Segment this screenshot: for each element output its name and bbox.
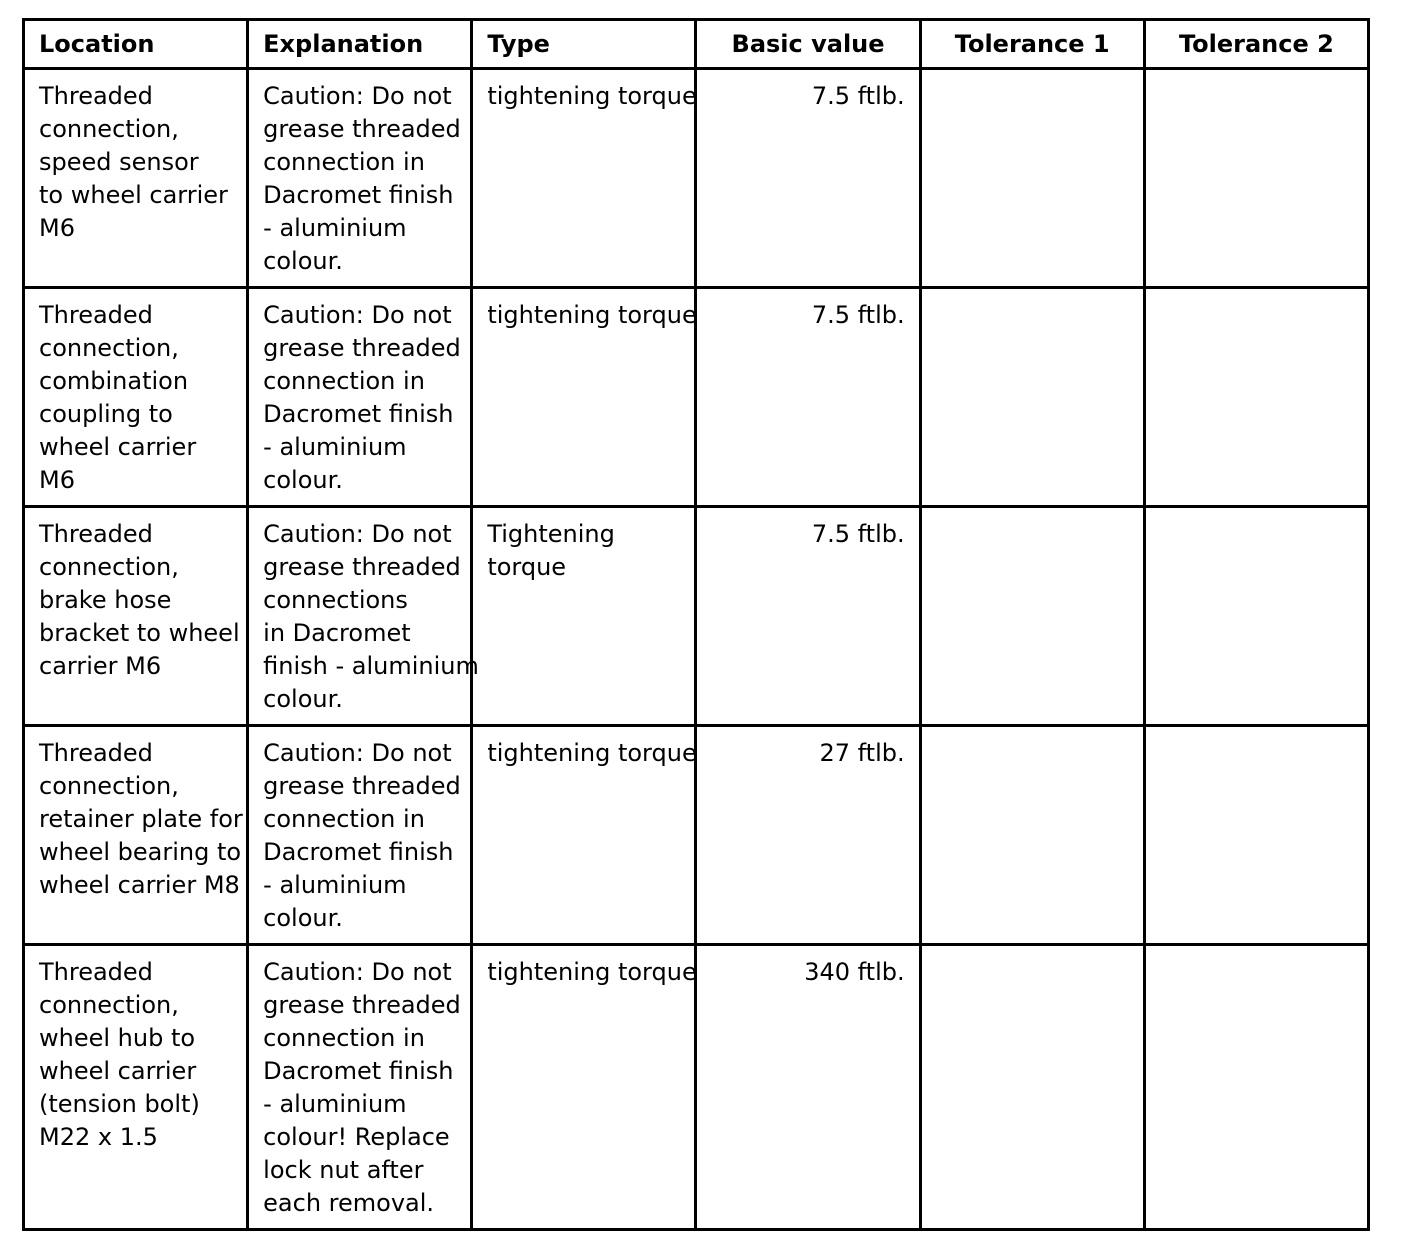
type-line: tightening torque <box>487 739 697 767</box>
explanation-line: colour! Replace <box>263 1123 450 1151</box>
tolerance-1-cell <box>920 288 1144 507</box>
explanation-line: Dacromet finish <box>263 1057 454 1085</box>
type-line: tightening torque <box>487 301 697 329</box>
explanation-line: - aluminium <box>263 871 407 899</box>
tolerance-1-cell <box>920 69 1144 288</box>
location-cell <box>24 726 248 945</box>
location-line: (tension bolt) <box>39 1090 200 1118</box>
tolerance-1-cell <box>920 945 1144 1230</box>
column-header-location: Location <box>24 20 248 69</box>
explanation-line: each removal. <box>263 1189 435 1217</box>
column-header-tolerance-2: Tolerance 2 <box>1144 20 1368 69</box>
tolerance-2-cell <box>1144 69 1368 288</box>
location-line: wheel carrier M8 <box>39 871 240 899</box>
explanation-line: finish - aluminium <box>263 652 479 680</box>
explanation-line: - aluminium <box>263 214 407 242</box>
basic-value-cell: 7.5 ftlb. <box>696 288 920 507</box>
type-line: tightening torque <box>487 82 697 110</box>
table-row <box>24 945 1369 1230</box>
type-cell <box>472 507 696 726</box>
type-cell <box>472 726 696 945</box>
explanation-line: Dacromet finish <box>263 400 454 428</box>
explanation-line: - aluminium <box>263 433 407 461</box>
location-cell <box>24 507 248 726</box>
location-line: wheel bearing to <box>39 838 242 866</box>
location-line: coupling to <box>39 400 173 428</box>
location-line: brake hose <box>39 586 172 614</box>
explanation-line: lock nut after <box>263 1156 424 1184</box>
location-line: Threaded <box>39 520 153 548</box>
location-line: Threaded <box>39 301 153 329</box>
location-line: wheel carrier <box>39 1057 197 1085</box>
location-line: speed sensor <box>39 148 199 176</box>
type-line: torque <box>487 553 567 581</box>
explanation-line: connection in <box>263 805 425 833</box>
explanation-line: colour. <box>263 904 343 932</box>
tolerance-2-cell <box>1144 288 1368 507</box>
explanation-line: connections <box>263 586 408 614</box>
explanation-cell <box>248 726 472 945</box>
type-line: Tightening <box>487 520 615 548</box>
explanation-line: Caution: Do not <box>263 520 452 548</box>
explanation-line: Dacromet finish <box>263 838 454 866</box>
location-line: M6 <box>39 214 75 242</box>
location-line: wheel hub to <box>39 1024 196 1052</box>
basic-value-cell: 27 ftlb. <box>696 726 920 945</box>
type-line: tightening torque <box>487 958 697 986</box>
explanation-line: Caution: Do not <box>263 739 452 767</box>
tolerance-2-cell <box>1144 726 1368 945</box>
location-line: connection, <box>39 334 179 362</box>
header-row <box>24 20 1369 69</box>
tolerance-2-cell <box>1144 945 1368 1230</box>
location-line: carrier M6 <box>39 652 162 680</box>
explanation-line: connection in <box>263 1024 425 1052</box>
explanation-line: connection in <box>263 148 425 176</box>
location-line: M22 x 1.5 <box>39 1123 158 1151</box>
explanation-line: Caution: Do not <box>263 958 452 986</box>
type-cell <box>472 69 696 288</box>
basic-value-cell: 340 ftlb. <box>696 945 920 1230</box>
location-line: Threaded <box>39 82 153 110</box>
explanation-line: grease threaded <box>263 991 461 1019</box>
table-row <box>24 726 1369 945</box>
explanation-cell <box>248 288 472 507</box>
torque-spec-table <box>22 18 1370 1231</box>
location-line: Threaded <box>39 958 153 986</box>
basic-value-cell: 7.5 ftlb. <box>696 69 920 288</box>
explanation-line: Caution: Do not <box>263 301 452 329</box>
explanation-line: grease threaded <box>263 772 461 800</box>
location-line: wheel carrier <box>39 433 197 461</box>
column-header-tolerance-1: Tolerance 1 <box>920 20 1144 69</box>
location-line: to wheel carrier <box>39 181 228 209</box>
explanation-line: in Dacromet <box>263 619 411 647</box>
explanation-line: grease threaded <box>263 553 461 581</box>
location-line: bracket to wheel <box>39 619 240 647</box>
table-row <box>24 288 1369 507</box>
tolerance-1-cell <box>920 726 1144 945</box>
location-line: combination <box>39 367 189 395</box>
tolerance-2-cell <box>1144 507 1368 726</box>
column-header-basic-value: Basic value <box>696 20 920 69</box>
type-cell <box>472 945 696 1230</box>
location-cell <box>24 945 248 1230</box>
tolerance-1-cell <box>920 507 1144 726</box>
explanation-line: colour. <box>263 466 343 494</box>
location-cell <box>24 69 248 288</box>
explanation-line: connection in <box>263 367 425 395</box>
explanation-line: - aluminium <box>263 1090 407 1118</box>
explanation-line: Caution: Do not <box>263 82 452 110</box>
location-line: Threaded <box>39 739 153 767</box>
location-line: retainer plate for <box>39 805 243 833</box>
explanation-line: colour. <box>263 247 343 275</box>
type-cell <box>472 288 696 507</box>
explanation-line: colour. <box>263 685 343 713</box>
explanation-cell <box>248 507 479 726</box>
location-line: M6 <box>39 466 75 494</box>
location-line: connection, <box>39 115 179 143</box>
column-header-explanation: Explanation <box>248 20 472 69</box>
table-row <box>24 507 1369 726</box>
location-line: connection, <box>39 553 179 581</box>
location-line: connection, <box>39 991 179 1019</box>
explanation-line: grease threaded <box>263 334 461 362</box>
basic-value-cell: 7.5 ftlb. <box>696 507 920 726</box>
explanation-cell <box>248 69 472 288</box>
explanation-cell <box>248 945 472 1230</box>
column-header-type: Type <box>472 20 696 69</box>
location-line: connection, <box>39 772 179 800</box>
table-row <box>24 69 1369 288</box>
location-cell <box>24 288 248 507</box>
explanation-line: grease threaded <box>263 115 461 143</box>
explanation-line: Dacromet finish <box>263 181 454 209</box>
